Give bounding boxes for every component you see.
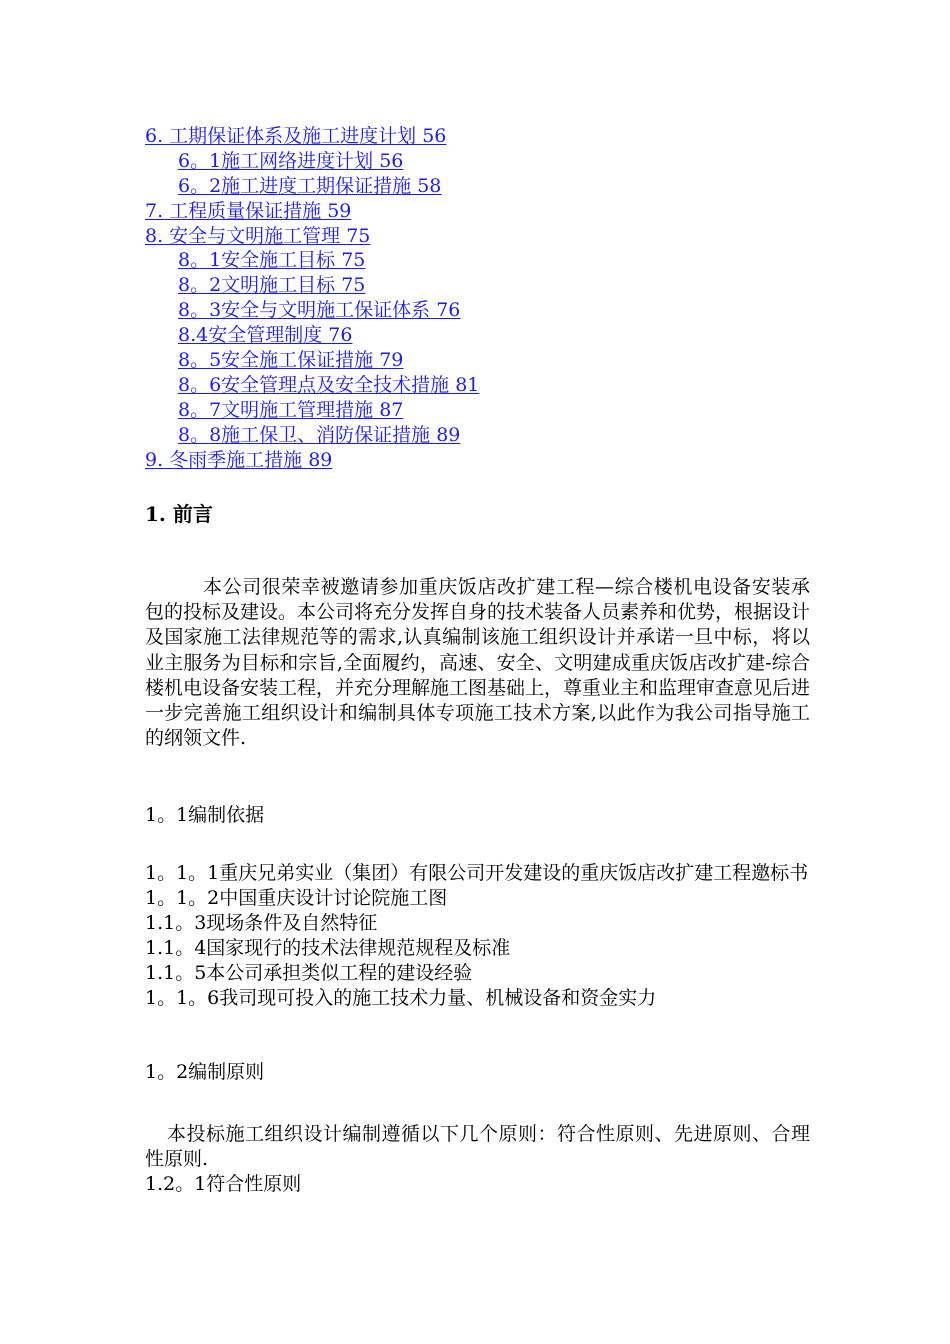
toc-link[interactable]: 6。2施工进度工期保证措施 58 (178, 174, 442, 197)
toc-item (145, 248, 845, 273)
toc-item (145, 448, 845, 473)
toc-link[interactable]: 8. 安全与文明施工管理 75 (145, 224, 371, 247)
subsection-heading: 1。2编制原则 (145, 1061, 265, 1083)
toc-link[interactable]: 8。3安全与文明施工保证体系 76 (178, 299, 461, 322)
table-of-contents (145, 124, 845, 472)
toc-link[interactable]: 9. 冬雨季施工措施 89 (145, 448, 333, 471)
basis-list (145, 861, 810, 1011)
toc-link[interactable]: 8。8施工保卫、消防保证措施 89 (178, 423, 461, 446)
toc-item (145, 298, 845, 323)
list-item: 1.1。5本公司承担类似工程的建设经验 (145, 962, 473, 984)
subsection-heading: 1.2。1符合性原则 (145, 1173, 302, 1195)
list-item: 1.1。4国家现行的技术法律规范规程及标准 (145, 937, 511, 959)
toc-item (145, 373, 845, 398)
toc-link[interactable]: 8。7文明施工管理措施 87 (178, 398, 404, 421)
toc-link[interactable]: 8.4安全管理制度 76 (178, 324, 353, 347)
subsection-heading: 1。1编制依据 (145, 804, 265, 826)
toc-link[interactable]: 6. 工期保证体系及施工进度计划 56 (145, 125, 447, 147)
toc-item (145, 323, 845, 348)
toc-link[interactable]: 8。5安全施工保证措施 79 (178, 349, 404, 372)
toc-item (145, 398, 845, 423)
toc-link[interactable]: 8。6安全管理点及安全技术措施 81 (178, 373, 480, 396)
toc-item (145, 174, 845, 199)
section-heading: 1. 前言 (145, 502, 213, 526)
toc-item (145, 124, 845, 149)
toc-link[interactable]: 6。1施工网络进度计划 56 (178, 149, 404, 172)
list-item: 1。1。2中国重庆设计讨论院施工图 (145, 887, 448, 909)
intro-paragraph: 本公司很荣幸被邀请参加重庆饭店改扩建工程—综合楼机电设备安装承包的投标及建设。本公司将充分发挥自身的技术装备人员素养和优势，根据设计及国家施工法律规范等的需求,认真编制该施工组织设计并承诺一旦中标，将以业主服务为目标和宗旨,全面履约，高速、安全、文明建成重庆饭店改扩建-综合楼机电设备安装工程，并充分理解施工图基础上，尊重业主和监理审查意见后进一步完善施工组织设计和编制具体专项施工技术方案,以此作为我公司指导施工的纲领文件. (145, 576, 811, 750)
toc-item (145, 273, 845, 298)
toc-item (145, 348, 845, 373)
toc-item (145, 423, 845, 448)
toc-item (145, 199, 845, 224)
toc-link[interactable]: 7. 工程质量保证措施 59 (145, 199, 352, 222)
list-item: 1。1。1重庆兄弟实业（集团）有限公司开发建设的重庆饭店改扩建工程邀标书 (145, 862, 809, 884)
toc-item (145, 224, 845, 249)
toc-link[interactable]: 8。2文明施工目标 75 (178, 274, 366, 297)
list-item: 1。1。6我司现可投入的施工技术力量、机械设备和资金实力 (145, 987, 657, 1009)
principle-paragraph: 本投标施工组织设计编制遵循以下几个原则：符合性原则、先进原则、合理性原则. (145, 1123, 810, 1171)
toc-item (145, 149, 845, 174)
toc-link[interactable]: 8。1安全施工目标 75 (178, 249, 366, 272)
list-item: 1.1。3现场条件及自然特征 (145, 912, 378, 934)
